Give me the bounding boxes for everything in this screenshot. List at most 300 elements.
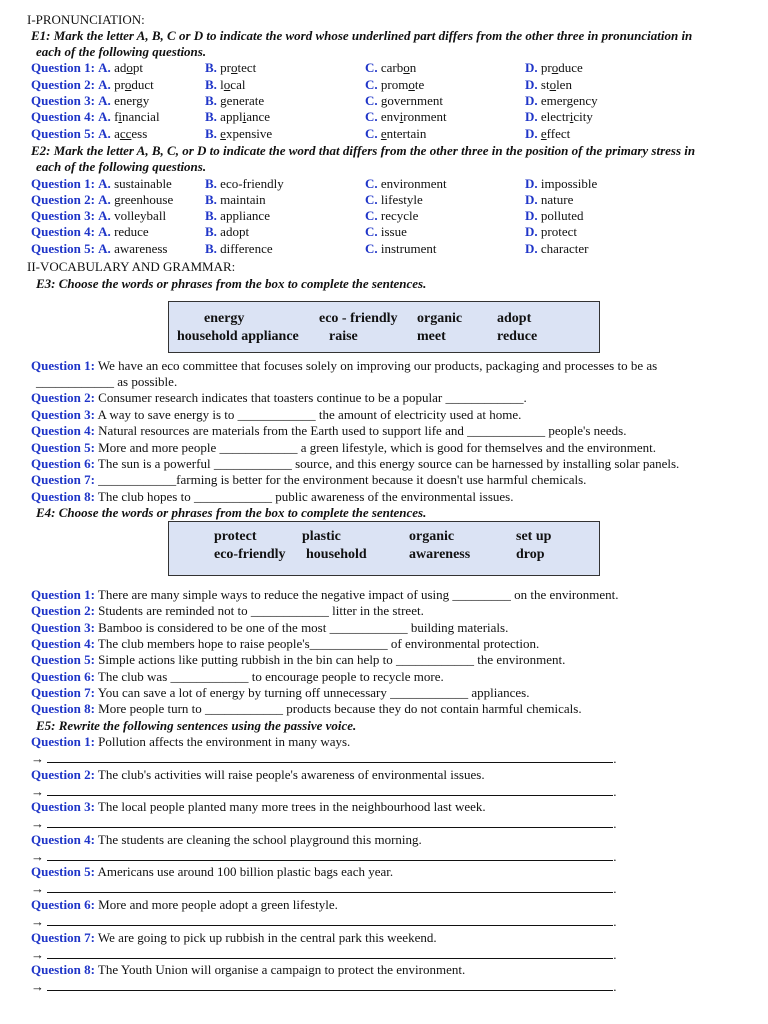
question-label: Question 5: (31, 241, 95, 256)
option-d (525, 224, 577, 240)
option-letter: C. (365, 93, 378, 108)
option-letter: A. (98, 109, 111, 124)
option-word: volleyball (114, 208, 167, 223)
option-letter: B. (205, 176, 217, 191)
underlined-part: i (242, 109, 247, 124)
option-word-start: ad (114, 60, 127, 75)
option-word-start: emer (540, 93, 567, 108)
question-label: Question 3: (31, 620, 95, 635)
option-letter: C. (365, 60, 378, 75)
option-letter: B. (205, 126, 217, 141)
option-c (365, 176, 447, 192)
option-word: awareness (114, 241, 168, 256)
option-letter: A. (98, 126, 111, 141)
e4-word: plastic (302, 529, 341, 544)
answer-field[interactable] (47, 914, 613, 926)
option-word-start: carb (380, 60, 404, 75)
question-row (31, 440, 656, 456)
question-text: Simple actions like putting rubbish in the bin can help to ____________ the environment. (94, 652, 566, 667)
option-word: impossible (540, 176, 598, 191)
e3-instruction: E3: Choose the words or phrases from the box to complete the sentences. (36, 276, 427, 291)
option-word-start: ener (114, 93, 137, 108)
question-row (31, 472, 586, 488)
option-letter: B. (205, 93, 217, 108)
option-c (365, 77, 424, 93)
question-text: The Youth Union will organise a campaign to protect the environment. (94, 962, 466, 977)
question-row (31, 603, 424, 619)
answer-line (31, 849, 617, 865)
option-word: lifestyle (380, 192, 423, 207)
question-text: We are going to pick up rubbish in the central park this weekend. (94, 930, 437, 945)
question-label: Question 2: (31, 603, 95, 618)
option-a (31, 60, 143, 76)
option-letter: D. (525, 176, 538, 191)
option-b (205, 208, 270, 224)
option-word-end: tect (237, 60, 257, 75)
question-text: Consumer research indicates that toasters continue to be a popular ____________. (94, 390, 527, 405)
option-word-end: nancial (122, 109, 160, 124)
option-word: protect (540, 224, 577, 239)
option-word: environment (380, 176, 447, 191)
question-row (31, 456, 679, 472)
question-label: Question 4: (31, 832, 95, 847)
option-b (205, 77, 245, 93)
option-letter: D. (525, 241, 538, 256)
question-label: Question 1: (31, 734, 95, 749)
question-text: We have an eco committee that focuses solely on improving our products, packaging and processes to be as (94, 358, 658, 373)
e4-word: eco-friendly (214, 547, 286, 562)
option-word-start: env (380, 109, 400, 124)
option-word-end: ance (246, 109, 270, 124)
option-letter: A. (98, 241, 111, 256)
question-label: Question 1: (31, 358, 95, 373)
option-letter: A. (98, 224, 111, 239)
option-word: character (540, 241, 589, 256)
option-word-start: appl (220, 109, 243, 124)
question-text: Students are reminded not to ____________ litter in the street. (94, 603, 424, 618)
option-b (205, 126, 272, 142)
answer-field[interactable] (47, 784, 613, 796)
e3-word: meet (417, 329, 446, 344)
question-text: Bamboo is considered to be one of the most ____________ building materials. (94, 620, 509, 635)
underlined-part: o (403, 60, 410, 75)
option-letter: D. (525, 192, 538, 207)
underlined-part: o (223, 77, 231, 92)
option-d (525, 60, 583, 76)
option-letter: D. (525, 224, 538, 239)
e3-word-box (168, 301, 600, 353)
option-letter: C. (365, 77, 378, 92)
e2-instruction-cont: each of the following questions. (36, 159, 207, 174)
arrow-icon: → (31, 751, 44, 766)
answer-line (31, 914, 617, 930)
option-word-end: ntertain (386, 126, 427, 141)
option-word-end: overnment (387, 93, 443, 108)
e1-instruction-cont: each of the following questions. (36, 44, 207, 59)
question-row (31, 77, 751, 93)
option-word: instrument (380, 241, 437, 256)
option-c (365, 224, 407, 240)
option-word: polluted (540, 208, 584, 223)
option-word: greenhouse (114, 192, 174, 207)
e3-word: reduce (497, 329, 538, 344)
answer-line (31, 751, 617, 767)
question-row (31, 192, 751, 208)
option-letter: A. (98, 176, 111, 191)
option-letter: B. (205, 192, 217, 207)
option-a (31, 126, 147, 142)
underlined-part: i (399, 109, 404, 124)
e4-word-box (168, 521, 600, 576)
arrow-icon: → (31, 979, 44, 994)
underlined-part: o (126, 60, 133, 75)
option-d (525, 176, 597, 192)
question-label: Question 4: (31, 224, 95, 239)
option-word-start: pr (220, 60, 232, 75)
option-d (525, 208, 584, 224)
option-word-end: city (573, 109, 593, 124)
question-label: Question 8: (31, 701, 95, 716)
question-text: You can save a lot of energy by turning off unnecessary ____________ appliances. (94, 685, 530, 700)
question-label: Question 6: (31, 456, 95, 471)
option-word-end: duce (558, 60, 583, 75)
e2-instruction: E2: Mark the letter A, B, C, or D to indicate the word that differs from the other three in the position of the primary stress in (31, 143, 696, 158)
answer-field[interactable] (47, 849, 613, 861)
question-row (31, 126, 751, 142)
option-word-start: pr (540, 60, 552, 75)
option-a (31, 93, 149, 109)
option-word-start: prom (380, 77, 409, 92)
option-letter: D. (525, 93, 538, 108)
option-a (31, 224, 149, 240)
option-word-end: ronment (403, 109, 447, 124)
question-row (31, 93, 751, 109)
question-label: Question 1: (31, 176, 95, 191)
question-row (31, 767, 485, 783)
option-letter: C. (365, 126, 378, 141)
underlined-part: o (549, 77, 557, 92)
option-word-end: cal (230, 77, 246, 92)
option-d (525, 126, 570, 142)
question-label: Question 3: (31, 407, 95, 422)
option-word: appliance (220, 208, 270, 223)
section-title-pronunciation: I-PRONUNCIATION: (27, 12, 145, 27)
option-word-end: te (414, 77, 425, 92)
question-text: The local people planted many more trees in the neighbourhood last week. (94, 799, 486, 814)
question-row (31, 701, 582, 717)
question-label: Question 8: (31, 962, 95, 977)
option-c (365, 192, 423, 208)
question-label: Question 5: (31, 440, 95, 455)
answer-field[interactable] (47, 979, 613, 991)
answer-field[interactable] (47, 881, 613, 893)
question-row (31, 109, 751, 125)
question-label: Question 5: (31, 652, 95, 667)
question-row (31, 832, 422, 848)
answer-line (31, 784, 617, 800)
option-word: eco-friendly (220, 176, 284, 191)
question-text: Natural resources are materials from the Earth used to support life and ____________ people's needs. (94, 423, 627, 438)
option-b (205, 93, 264, 109)
question-row (31, 407, 521, 423)
answer-period: . (613, 816, 617, 831)
question-label: Question 7: (31, 685, 95, 700)
option-a (31, 109, 160, 125)
question-text: More people turn to ____________ products because they do not contain harmful chemicals. (94, 701, 582, 716)
underlined-part: i (118, 109, 123, 124)
question-row (31, 390, 527, 406)
question-label: Question 6: (31, 897, 95, 912)
question-row (31, 358, 657, 374)
option-b (205, 109, 270, 125)
underlined-part: g (220, 93, 227, 108)
arrow-icon: → (31, 784, 44, 799)
question-label: Question 4: (31, 109, 95, 124)
question-text: Pollution affects the environment in many ways. (94, 734, 351, 749)
option-c (365, 60, 416, 76)
question-label: Question 4: (31, 423, 95, 438)
option-a (31, 241, 167, 257)
option-a (31, 208, 166, 224)
section-title-vocabulary: II-VOCABULARY AND GRAMMAR: (27, 259, 236, 274)
option-word: reduce (114, 224, 149, 239)
option-letter: B. (205, 208, 217, 223)
question-text: More and more people ____________ a green lifestyle, which is good for themselves and the environment. (94, 440, 656, 455)
e3-word: eco - friendly (319, 311, 398, 326)
option-c (365, 208, 418, 224)
option-a (31, 192, 173, 208)
question-text: The students are cleaning the school playground this morning. (94, 832, 422, 847)
question-row (31, 962, 465, 978)
underlined-part: e (540, 126, 547, 141)
option-word: nature (540, 192, 574, 207)
question-row (31, 176, 751, 192)
question-row (31, 620, 508, 636)
question-label: Question 7: (31, 930, 95, 945)
answer-line (31, 947, 617, 963)
e3-word: raise (329, 329, 358, 344)
e4-instruction: E4: Choose the words or phrases from the box to complete the sentences. (36, 505, 427, 520)
question-row (31, 734, 350, 750)
question-text: The club members hope to raise people's____________ of environmental protection. (94, 636, 540, 651)
question-row (31, 685, 530, 701)
answer-field[interactable] (47, 751, 613, 763)
e4-word: awareness (409, 547, 471, 562)
option-b (205, 241, 273, 257)
option-c (365, 126, 426, 142)
underlined-part: i (569, 109, 574, 124)
arrow-icon: → (31, 849, 44, 864)
answer-line (31, 881, 617, 897)
answer-period: . (613, 849, 617, 864)
question-text: The club's activities will raise people's awareness of environmental issues. (94, 767, 485, 782)
question-label: Question 2: (31, 390, 95, 405)
option-letter: D. (525, 77, 538, 92)
option-word-end: len (556, 77, 572, 92)
option-word-end: xpensive (225, 126, 273, 141)
option-word-start: electr (540, 109, 570, 124)
option-letter: C. (365, 176, 378, 191)
question-text-cont: ____________ as possible. (36, 374, 178, 389)
option-letter: B. (205, 241, 217, 256)
question-text: Americans use around 100 billion plastic bags each year. (94, 864, 394, 879)
question-label: Question 3: (31, 208, 95, 223)
option-word-end: duct (131, 77, 154, 92)
option-b (205, 60, 256, 76)
question-text: The club was ____________ to encourage people to recycle more. (94, 669, 444, 684)
question-text: ____________farming is better for the environment because it doesn't use harmful chemicals. (94, 472, 587, 487)
option-letter: D. (525, 126, 538, 141)
option-word: difference (220, 241, 273, 256)
question-row (31, 60, 751, 76)
option-letter: C. (365, 109, 378, 124)
option-letter: B. (205, 224, 217, 239)
underlined-part: e (380, 126, 387, 141)
question-text: A way to save energy is to ____________ the amount of electricity used at home. (94, 407, 522, 422)
question-text: More and more people adopt a green lifestyle. (94, 897, 338, 912)
question-label: Question 7: (31, 472, 95, 487)
option-letter: D. (525, 60, 538, 75)
e3-word: energy (204, 311, 245, 326)
answer-period: . (613, 751, 617, 766)
arrow-icon: → (31, 816, 44, 831)
option-word-end: n (409, 60, 417, 75)
answer-period: . (613, 947, 617, 962)
underlined-part: o (551, 60, 559, 75)
option-d (525, 93, 598, 109)
underlined-part: g (566, 93, 574, 108)
underlined-part: g (136, 93, 143, 108)
e4-word: organic (409, 529, 455, 544)
question-row (31, 423, 627, 439)
option-d (525, 109, 593, 125)
option-word: issue (380, 224, 407, 239)
option-word-end: ffect (546, 126, 571, 141)
question-row (31, 799, 486, 815)
option-word: sustainable (114, 176, 172, 191)
question-row (31, 587, 619, 603)
question-row (31, 652, 565, 668)
question-label: Question 2: (31, 767, 95, 782)
question-text: The club hopes to ____________ public awareness of the environmental issues. (94, 489, 514, 504)
question-row (31, 897, 338, 913)
question-row (31, 636, 539, 652)
question-label: Question 5: (31, 864, 95, 879)
underlined-part: o (124, 77, 132, 92)
option-word-end: pt (132, 60, 143, 75)
question-label: Question 2: (31, 77, 95, 92)
answer-period: . (613, 979, 617, 994)
answer-period: . (613, 881, 617, 896)
answer-field[interactable] (47, 816, 613, 828)
option-letter: A. (98, 60, 111, 75)
option-letter: C. (365, 241, 378, 256)
e3-word: adopt (497, 311, 532, 326)
arrow-icon: → (31, 947, 44, 962)
option-letter: D. (525, 208, 538, 223)
option-word-end: y (142, 93, 150, 108)
question-label: Question 3: (31, 93, 95, 108)
option-word-start: f (114, 109, 119, 124)
option-c (365, 93, 443, 109)
underlined-part: g (380, 93, 388, 108)
option-word-end: ess (131, 126, 148, 141)
option-d (525, 77, 572, 93)
option-word: adopt (220, 224, 250, 239)
option-word: maintain (220, 192, 266, 207)
question-label: Question 3: (31, 799, 95, 814)
question-label: Question 5: (31, 126, 95, 141)
option-letter: C. (365, 192, 378, 207)
question-row (31, 864, 393, 880)
option-b (205, 176, 284, 192)
question-row (31, 208, 751, 224)
option-letter: A. (98, 77, 111, 92)
option-b (205, 224, 249, 240)
option-letter: C. (365, 224, 378, 239)
arrow-icon: → (31, 914, 44, 929)
option-letter: B. (205, 109, 217, 124)
question-text: There are many simple ways to reduce the negative impact of using _________ on the environment. (94, 587, 619, 602)
question-label: Question 4: (31, 636, 95, 651)
e4-word: drop (516, 547, 545, 562)
option-word: recycle (380, 208, 419, 223)
option-letter: B. (205, 77, 217, 92)
option-letter: A. (98, 192, 111, 207)
underlined-part: o (231, 60, 238, 75)
e1-instruction: E1: Mark the letter A, B, C or D to indicate the word whose underlined part differs from the other three in pronunciation in (31, 28, 693, 43)
e3-word: organic (417, 311, 463, 326)
question-row (31, 224, 751, 240)
answer-line (31, 979, 617, 995)
option-letter: B. (205, 60, 217, 75)
option-letter: D. (525, 109, 538, 124)
option-word-start: st (540, 77, 550, 92)
option-d (525, 192, 573, 208)
question-row (31, 930, 437, 946)
e4-word: protect (214, 529, 257, 544)
option-word-start: a (114, 126, 120, 141)
e4-word: set up (516, 529, 552, 544)
question-text: The sun is a powerful ____________ source, and this energy source can be harnessed by installing solar panels. (94, 456, 680, 471)
e3-word: household appliance (177, 329, 299, 344)
option-d (525, 241, 589, 257)
answer-period: . (613, 914, 617, 929)
option-letter: C. (365, 208, 378, 223)
question-row (31, 241, 751, 257)
option-letter: A. (98, 93, 111, 108)
arrow-icon: → (31, 881, 44, 896)
answer-field[interactable] (47, 947, 613, 959)
underlined-part: e (220, 126, 226, 141)
option-word-end: ency (573, 93, 598, 108)
question-label: Question 2: (31, 192, 95, 207)
option-word-end: enerate (226, 93, 265, 108)
question-label: Question 1: (31, 587, 95, 602)
option-letter: A. (98, 208, 111, 223)
option-a (31, 176, 172, 192)
answer-period: . (613, 784, 617, 799)
option-word-start: l (220, 77, 224, 92)
question-row (31, 489, 514, 505)
underlined-part: o (408, 77, 415, 92)
question-label: Question 8: (31, 489, 95, 504)
question-label: Question 1: (31, 60, 95, 75)
option-c (365, 109, 447, 125)
option-b (205, 192, 266, 208)
option-c (365, 241, 437, 257)
question-row (31, 669, 444, 685)
